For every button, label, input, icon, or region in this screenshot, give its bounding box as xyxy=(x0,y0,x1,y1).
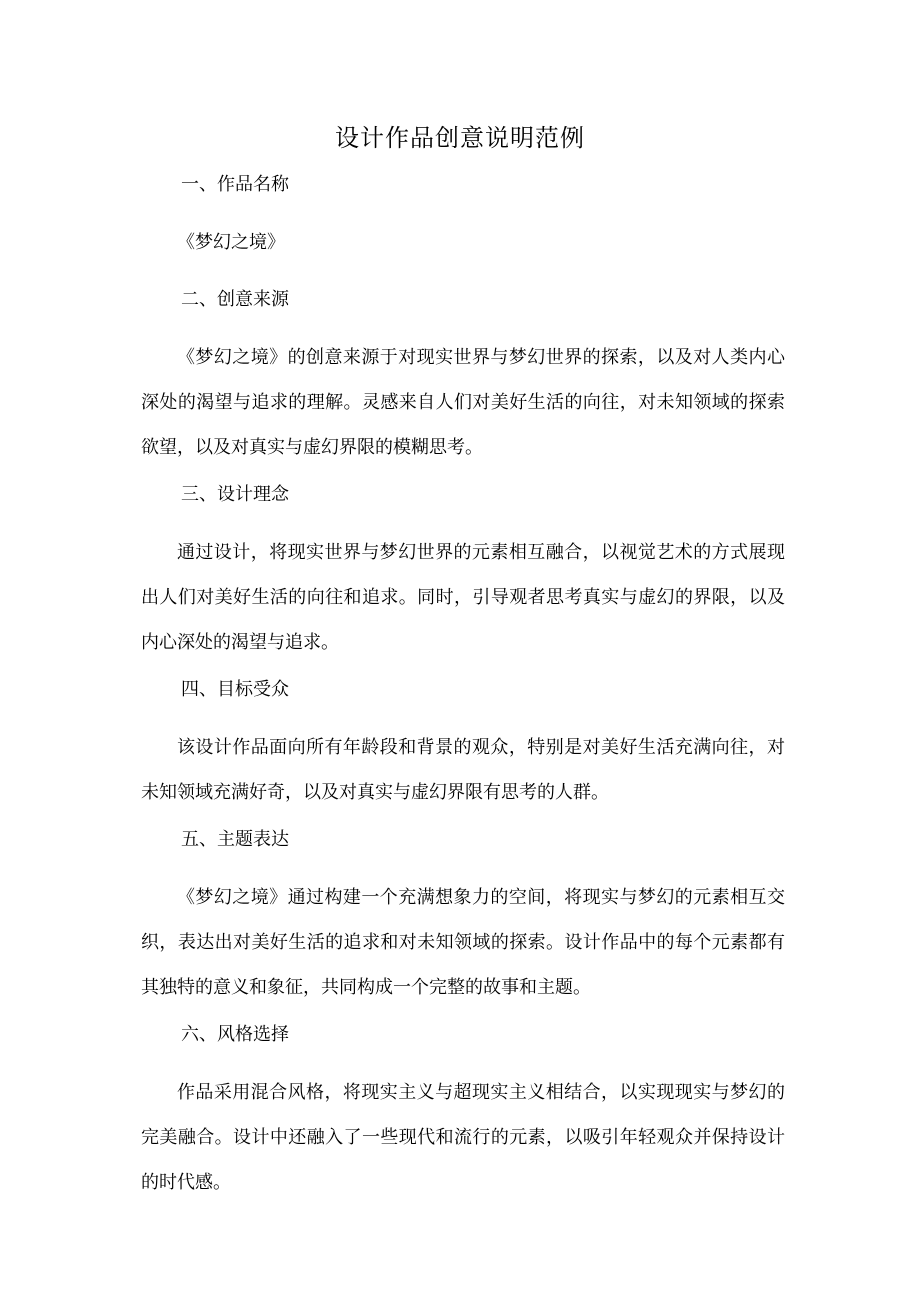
document-title: 设计作品创意说明范例 xyxy=(335,124,585,152)
section-heading-audience: 四、目标受众 xyxy=(181,679,289,700)
section-body-style: 作品采用混合风格，将现实主义与超现实主义相结合，以实现现实与梦幻的完美融合。设计中还融入了一些现代和流行的元素，以吸引年轻观众并保持设计的时代感。 xyxy=(141,1082,785,1193)
section-heading-source: 二、创意来源 xyxy=(181,289,289,310)
section-heading-theme: 五、主题表达 xyxy=(181,829,289,850)
document-body xyxy=(141,165,785,1210)
section-heading-concept: 三、设计理念 xyxy=(181,484,289,505)
section-body-source: 《梦幻之境》的创意来源于对现实世界与梦幻世界的探索，以及对人类内心深处的渴望与追求的理解。灵感来自人们对美好生活的向往，对未知领域的探索欲望，以及对真实与虚幻界限的模糊思考。 xyxy=(141,347,785,458)
section-body-name: 《梦幻之境》 xyxy=(177,232,285,253)
section-heading-name: 一、作品名称 xyxy=(181,174,289,195)
section-body-audience: 该设计作品面向所有年龄段和背景的观众，特别是对美好生活充满向往，对未知领域充满好奇，以及对真实与虚幻界限有思考的人群。 xyxy=(141,737,785,803)
section-body-concept: 通过设计，将现实世界与梦幻世界的元素相互融合，以视觉艺术的方式展现出人们对美好生活的向往和追求。同时，引导观者思考真实与虚幻的界限，以及内心深处的渴望与追求。 xyxy=(141,542,785,653)
section-heading-style: 六、风格选择 xyxy=(181,1024,289,1045)
section-body-theme: 《梦幻之境》通过构建一个充满想象力的空间，将现实与梦幻的元素相互交织，表达出对美好生活的追求和对未知领域的探索。设计作品中的每个元素都有其独特的意义和象征，共同构成一个完整的故事和主题。 xyxy=(141,887,785,998)
